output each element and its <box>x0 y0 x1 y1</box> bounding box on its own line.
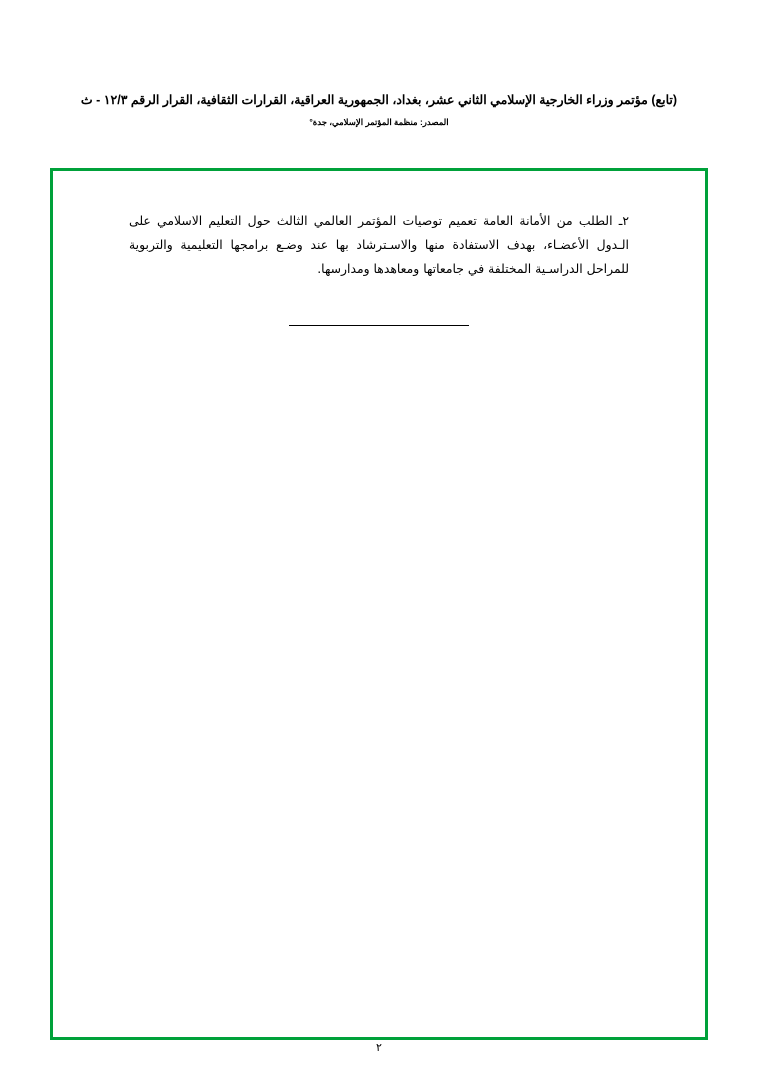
header-source-line: المصدر: منظمة المؤتمر الإسلامي، جدة° <box>309 116 449 127</box>
header-title: (تابع) مؤتمر وزراء الخارجية الإسلامي الثاني عشر، بغداد، الجمهورية العراقية، القرارات الثقافية، القرار الرقم ١٢/٣ - ث <box>80 93 678 107</box>
content-frame <box>50 168 708 1040</box>
resolution-item <box>129 209 629 282</box>
item-text: الطلب من الأمانة العامة تعميم توصيات المؤتمر العالمي الثالث حول التعليم الاسلامي على الـدول الأعضـاء، بهدف الاستفادة منها والاسـترشاد بها عند وضـع برامجها التعليمية والتربوية للمراحل الدراسـية المختلفة في جامعاتها ومعاهدها ومدارسها. <box>129 213 629 277</box>
divider-line <box>289 325 469 326</box>
page-header <box>0 92 758 128</box>
page-number: ٢ <box>376 1041 382 1054</box>
item-marker: ٢ـ <box>618 213 629 228</box>
section-divider <box>53 325 705 326</box>
